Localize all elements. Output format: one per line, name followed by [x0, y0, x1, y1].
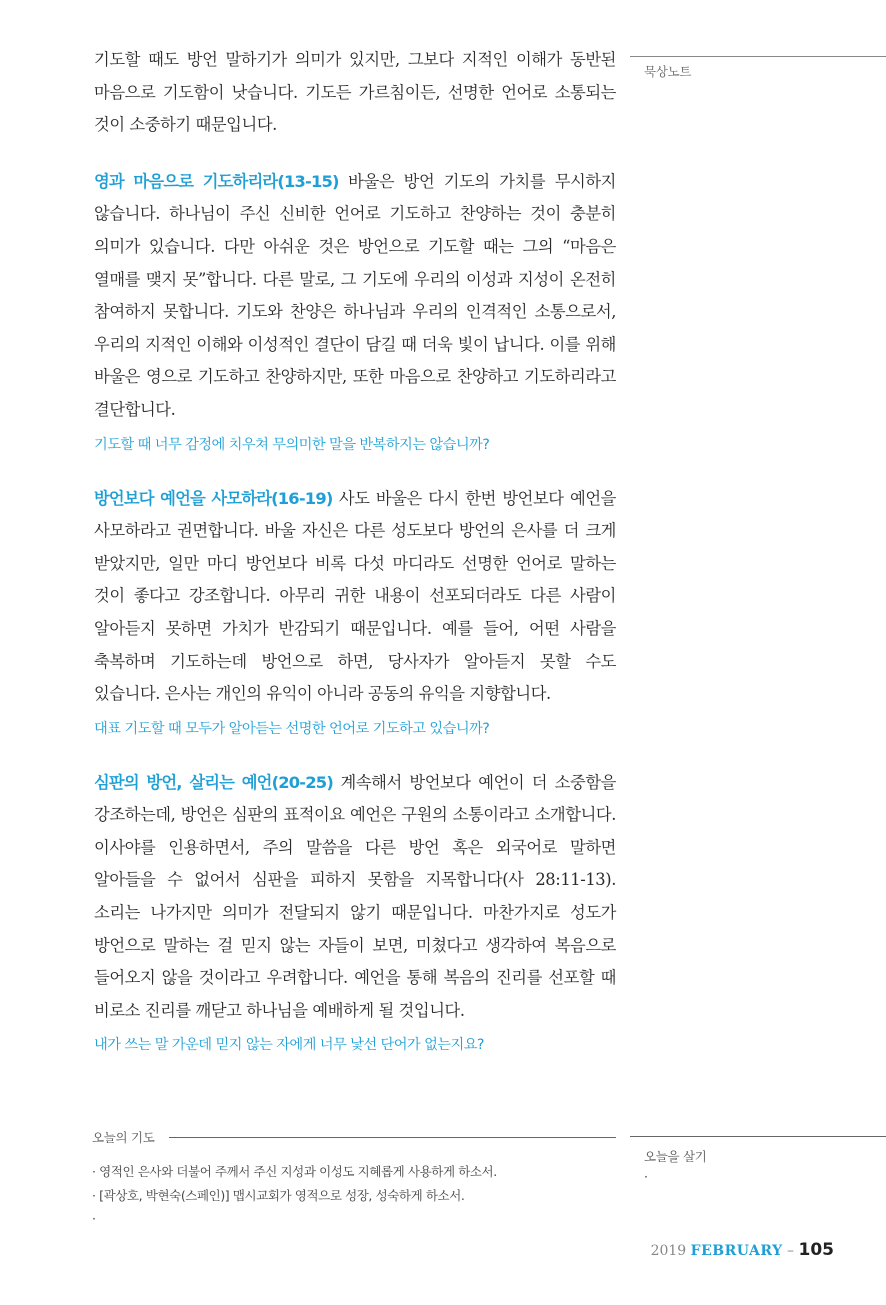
living-today-bullet: · [644, 1169, 648, 1184]
section-2-question: 대표 기도할 때 모두가 알아듣는 선명한 언어로 기도하고 있습니까? [94, 720, 490, 737]
meditation-note-rule [630, 56, 886, 57]
footer-separator: – [787, 1243, 795, 1259]
section-1-question: 기도할 때 너무 감정에 치우쳐 무의미한 말을 반복하지는 않습니까? [94, 436, 490, 453]
page-footer [651, 1240, 834, 1260]
section-2-text: 사도 바울은 다시 한번 방언보다 예언을 사모하라고 권면합니다. 바울 자신은 다른 성도보다 방언의 은사를 더 크게 받았지만, 일만 마디 방언보다 비록 다섯 마디라도 선명한 언어로 말하는 것이 좋다고 강조합니다. 아무리 귀한 내용이 선포되더라도 다른 사람이 알아듣지 못하면 가치가 반감되기 때문입니다. 예를 들어, 어떤 사람을 축복하며 기도하는데 방언으로 하면, 당사자가 알아듣지 못할 수도 있습니다. 은사는 개인의 유익이 아니라 공동의 유익을 지향합니다. [94, 488, 616, 704]
living-today-title: 오늘을 살기 [644, 1149, 707, 1164]
main-column [94, 44, 616, 1059]
todays-prayer-title: 오늘의 기도 [92, 1130, 155, 1145]
prayer-item: · [곽상호, 박현숙(스페인)] 맵시교회가 영적으로 성장, 성숙하게 하소서. [92, 1187, 465, 1203]
page-number: 105 [798, 1240, 834, 1260]
section-3-paragraph [94, 767, 616, 1028]
prayer-list [92, 1160, 616, 1231]
living-today-rule [630, 1136, 886, 1137]
footer-year: 2019 [650, 1243, 687, 1259]
section-2-heading: 방언보다 예언을 사모하라(16-19) [94, 488, 333, 508]
meditation-note-column [630, 56, 886, 80]
prayer-item: · 영적인 은사와 더불어 주께서 주신 지성과 이성도 지혜롭게 사용하게 하소서. [92, 1164, 497, 1179]
living-today [630, 1136, 886, 1184]
meditation-note-label: 묵상노트 [644, 64, 692, 79]
section-3-text: 계속해서 방언보다 예언이 더 소중함을 강조하는데, 방언은 심판의 표적이요 예언은 구원의 소통이라고 소개합니다. 이사야를 인용하면서, 주의 말씀을 다른 방언 혹은 외국어로 말하면 알아들을 수 없어서 심판을 피하지 못함을 지목합니다(사 28:11-13). 소리는 나가지만 의미가 전달되지 않기 때문입니다. 마찬가지로 성도가 방언으로 말하는 걸 믿지 않는 자들이 보면, 미쳤다고 생각하여 복음으로 들어오지 않을 것이라고 우려합니다. 예언을 통해 복음의 진리를 선포할 때 비로소 진리를 깨닫고 하나님을 예배하게 될 것입니다. [94, 772, 616, 1020]
section-1-text: 바울은 방언 기도의 가치를 무시하지 않습니다. 하나님이 주신 신비한 언어로 기도하고 찬양하는 것이 충분히 의미가 있습니다. 다만 아쉬운 것은 방언으로 기도할 때는 그의 “마음은 열매를 맺지 못”합니다. 다른 말로, 그 기도에 우리의 이성과 지성이 온전히 참여하지 못합니다. 기도와 찬양은 하나님과 우리의 인격적인 소통으로서, 우리의 지적인 이해와 이성적인 결단이 담길 때 더욱 빛이 납니다. 이를 위해 바울은 영으로 기도하고 찬양하지만, 또한 마음으로 찬양하고 기도하리라고 결단합니다. [94, 171, 617, 419]
intro-paragraph: 기도할 때도 방언 말하기가 의미가 있지만, 그보다 지적인 이해가 동반된 마음으로 기도함이 낫습니다. 기도든 가르침이든, 선명한 언어로 소통되는 것이 소중하기 때문입니다. [94, 50, 616, 135]
section-1-heading: 영과 마음으로 기도하리라(13-15) [94, 171, 339, 191]
section-3-question: 내가 쓰는 말 가운데 믿지 않는 자에게 너무 낯선 단어가 없는지요? [94, 1037, 484, 1054]
section-3-heading: 심판의 방언, 살리는 예언(20-25) [94, 772, 333, 792]
todays-prayer-header [92, 1128, 616, 1146]
todays-prayer [92, 1128, 616, 1231]
section-1-paragraph [94, 166, 616, 427]
footer-month: FEBRUARY [690, 1243, 783, 1259]
prayer-item: · [92, 1211, 96, 1226]
todays-prayer-rule [169, 1137, 616, 1138]
section-2-paragraph [94, 483, 616, 711]
